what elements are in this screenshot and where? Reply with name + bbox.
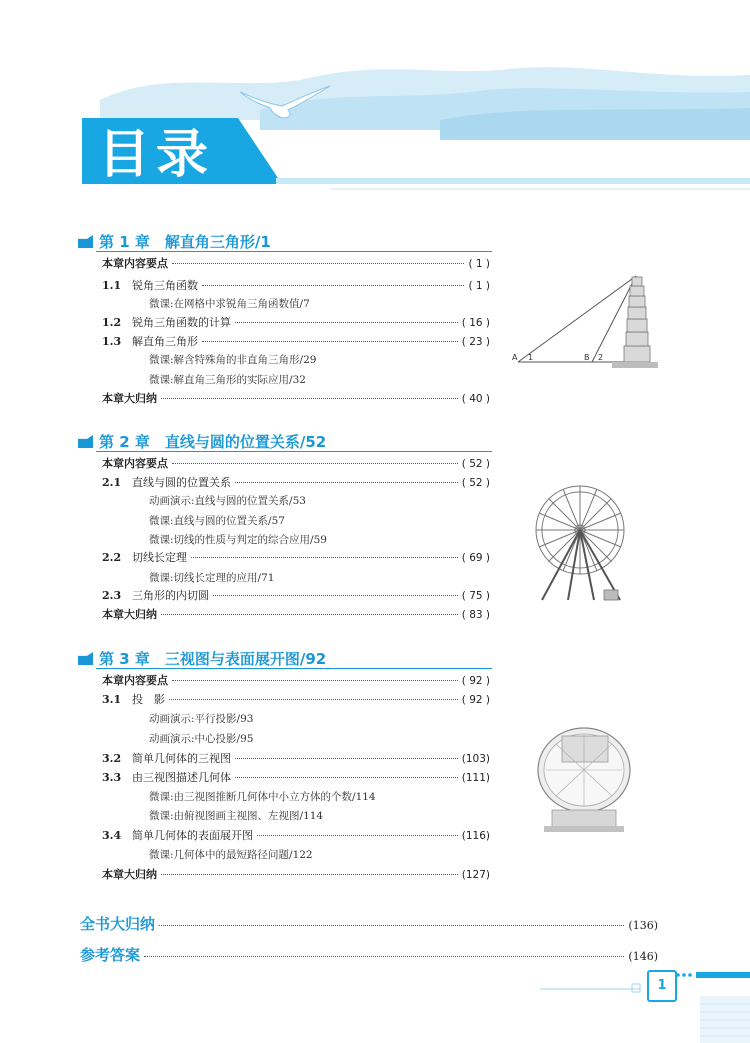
page-number: 1 — [647, 970, 677, 1002]
toc-row[interactable]: 2.2 切线长定理 ( 69 ) — [102, 551, 490, 564]
title-rule-thin — [330, 188, 750, 190]
chapter-1-title: 第 1 章 解直角三角形/1 — [99, 233, 271, 251]
chapter-marker-icon — [78, 235, 93, 248]
toc-row[interactable]: 3.4 简单几何体的表面展开图 (116) — [102, 829, 490, 842]
chapter-2-heading[interactable] — [78, 431, 326, 452]
chapter-3-heading[interactable] — [78, 648, 326, 669]
chapter-2-title: 第 2 章 直线与圆的位置关系/52 — [99, 433, 327, 451]
page-header — [0, 0, 750, 200]
page-corner-decoration — [540, 966, 750, 1043]
chapter-marker-icon — [78, 435, 93, 448]
toc-row[interactable]: 本章大归纳 (127) — [102, 868, 490, 881]
toc-subitem[interactable]: 动画演示:中心投影/95 — [149, 733, 254, 745]
toc-subitem[interactable]: 微课:解含特殊角的非直角三角形/29 — [149, 354, 317, 366]
title-rule — [276, 178, 750, 184]
toc-row[interactable]: 2.1 直线与圆的位置关系 ( 52 ) — [102, 476, 490, 489]
toc-subitem[interactable]: 动画演示:平行投影/93 — [149, 713, 254, 725]
toc-row[interactable]: 3.1 投 影 ( 92 ) — [102, 693, 490, 706]
sundial-figure — [532, 722, 636, 834]
toc-subitem[interactable]: 微课:解直角三角形的实际应用/32 — [149, 374, 306, 386]
toc-row[interactable]: 本章大归纳 ( 40 ) — [102, 392, 490, 405]
toc-row[interactable]: 1.2 锐角三角函数的计算 ( 16 ) — [102, 316, 490, 329]
toc-row[interactable]: 本章内容要点 ( 92 ) — [102, 674, 490, 687]
toc-subitem[interactable]: 微课:切线长定理的应用/71 — [149, 572, 275, 584]
label-2: 2 — [598, 353, 604, 362]
toc-subitem[interactable]: 动画演示:直线与圆的位置关系/53 — [149, 495, 306, 507]
page-title: 目录 — [98, 125, 215, 185]
chapter-3-rule — [96, 668, 492, 669]
toc-row[interactable]: 3.2 简单几何体的三视图 (103) — [102, 752, 490, 765]
toc-row[interactable]: 3.3 由三视图描述几何体 (111) — [102, 771, 490, 784]
toc-row-summary[interactable]: 全书大归纳 (136) — [80, 915, 658, 933]
chapter-1-rule — [96, 251, 492, 252]
chapter-3-title: 第 3 章 三视图与表面展开图/92 — [99, 650, 327, 668]
chapter-marker-icon — [78, 652, 93, 665]
toc-subitem[interactable]: 微课:几何体中的最短路径问题/122 — [149, 849, 313, 861]
toc-row[interactable]: 1.1 锐角三角函数 ( 1 ) — [102, 279, 490, 292]
toc-row[interactable]: 本章内容要点 ( 1 ) — [102, 257, 490, 270]
label-1: 1 — [528, 353, 534, 362]
chapter-1-heading[interactable] — [78, 231, 271, 252]
ferris-wheel-figure — [528, 482, 636, 606]
toc-row[interactable]: 1.3 解直角三角形 ( 23 ) — [102, 335, 490, 348]
label-b: B — [584, 353, 590, 362]
toc-row[interactable]: 本章内容要点 ( 52 ) — [102, 457, 490, 470]
toc-row-answers[interactable]: 参考答案 (146) — [80, 946, 658, 964]
toc-subitem[interactable]: 微课:由三视图推断几何体中小立方体的个数/114 — [149, 791, 376, 803]
toc-subitem[interactable]: 微课:切线的性质与判定的综合应用/59 — [149, 534, 327, 546]
pagoda-triangle-figure — [508, 262, 658, 378]
toc-subitem[interactable]: 微课:直线与圆的位置关系/57 — [149, 515, 285, 527]
label-a: A — [512, 353, 518, 362]
toc-subitem[interactable]: 微课:由俯视图画主视图、左视图/114 — [149, 810, 324, 822]
chapter-2-rule — [96, 451, 492, 452]
toc-row[interactable]: 2.3 三角形的内切圆 ( 75 ) — [102, 589, 490, 602]
toc-subitem[interactable]: 微课:在网格中求锐角三角函数值/7 — [149, 298, 310, 310]
toc-row[interactable]: 本章大归纳 ( 83 ) — [102, 608, 490, 621]
